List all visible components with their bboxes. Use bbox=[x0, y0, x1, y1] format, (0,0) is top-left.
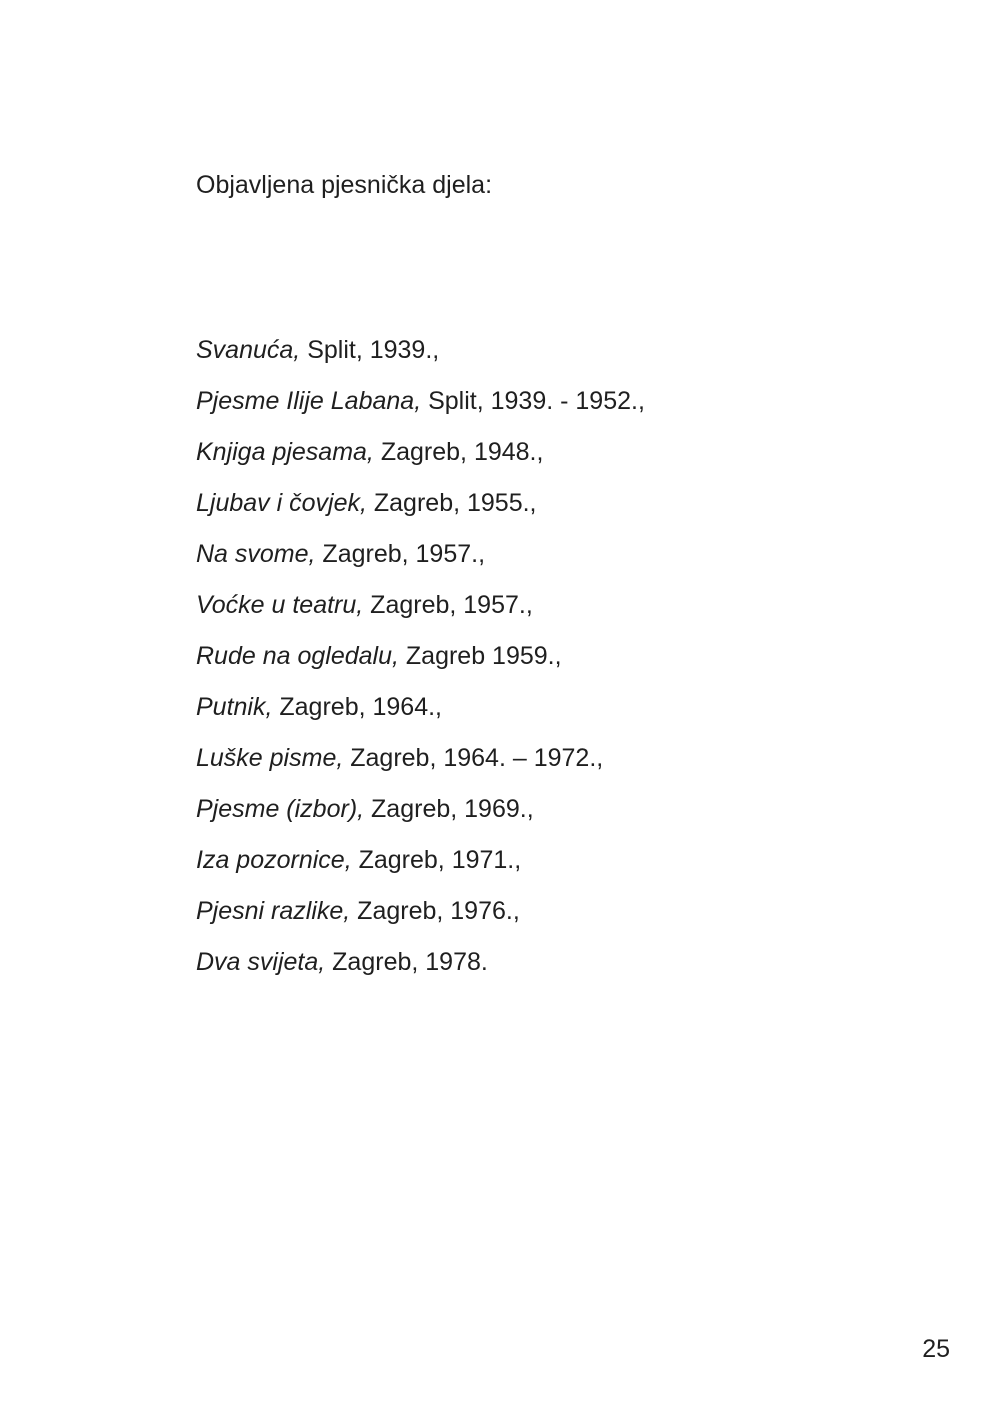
page-number: 25 bbox=[922, 1335, 950, 1363]
list-item bbox=[196, 896, 645, 947]
work-title: Pjesme Ilije Labana, bbox=[196, 387, 422, 415]
work-title: Knjiga pjesama, bbox=[196, 438, 374, 466]
work-details: Zagreb, 1948., bbox=[373, 438, 544, 466]
list-item bbox=[196, 335, 645, 386]
work-details: Zagreb, 1978. bbox=[325, 948, 488, 976]
published-works-list bbox=[196, 335, 645, 998]
list-item bbox=[196, 692, 645, 743]
work-details: Zagreb, 1969., bbox=[364, 795, 534, 823]
work-details: Zagreb 1959., bbox=[398, 642, 562, 670]
list-item bbox=[196, 590, 645, 641]
work-details: Zagreb, 1971., bbox=[351, 846, 522, 874]
work-title: Iza pozornice, bbox=[196, 846, 352, 874]
work-details: Split, 1939., bbox=[300, 336, 440, 364]
list-item bbox=[196, 488, 645, 539]
list-item bbox=[196, 539, 645, 590]
list-item bbox=[196, 947, 645, 998]
list-item bbox=[196, 641, 645, 692]
work-title: Pjesni razlike, bbox=[196, 897, 351, 925]
work-details: Zagreb, 1976., bbox=[350, 897, 520, 925]
work-details: Split, 1939. - 1952., bbox=[421, 387, 645, 415]
work-title: Luške pisme, bbox=[196, 744, 344, 772]
work-title: Pjesme (izbor), bbox=[196, 795, 365, 823]
list-item bbox=[196, 437, 645, 488]
list-item bbox=[196, 743, 645, 794]
list-item bbox=[196, 794, 645, 845]
work-details: Zagreb, 1957., bbox=[315, 540, 486, 568]
work-title: Rude na ogledalu, bbox=[196, 642, 399, 670]
work-title: Putnik, bbox=[196, 693, 273, 721]
list-item bbox=[196, 386, 645, 437]
work-details: Zagreb, 1955., bbox=[366, 489, 537, 517]
work-title: Svanuća, bbox=[196, 336, 301, 364]
list-item bbox=[196, 845, 645, 896]
work-title: Dva svijeta, bbox=[196, 948, 326, 976]
work-details: Zagreb, 1957., bbox=[363, 591, 533, 619]
section-heading: Objavljena pjesnička djela: bbox=[196, 171, 493, 199]
work-details: Zagreb, 1964., bbox=[272, 693, 442, 721]
work-title: Na svome, bbox=[196, 540, 316, 568]
work-title: Ljubav i čovjek, bbox=[196, 489, 367, 517]
work-title: Voćke u teatru, bbox=[196, 591, 364, 619]
work-details: Zagreb, 1964. – 1972., bbox=[343, 744, 604, 772]
